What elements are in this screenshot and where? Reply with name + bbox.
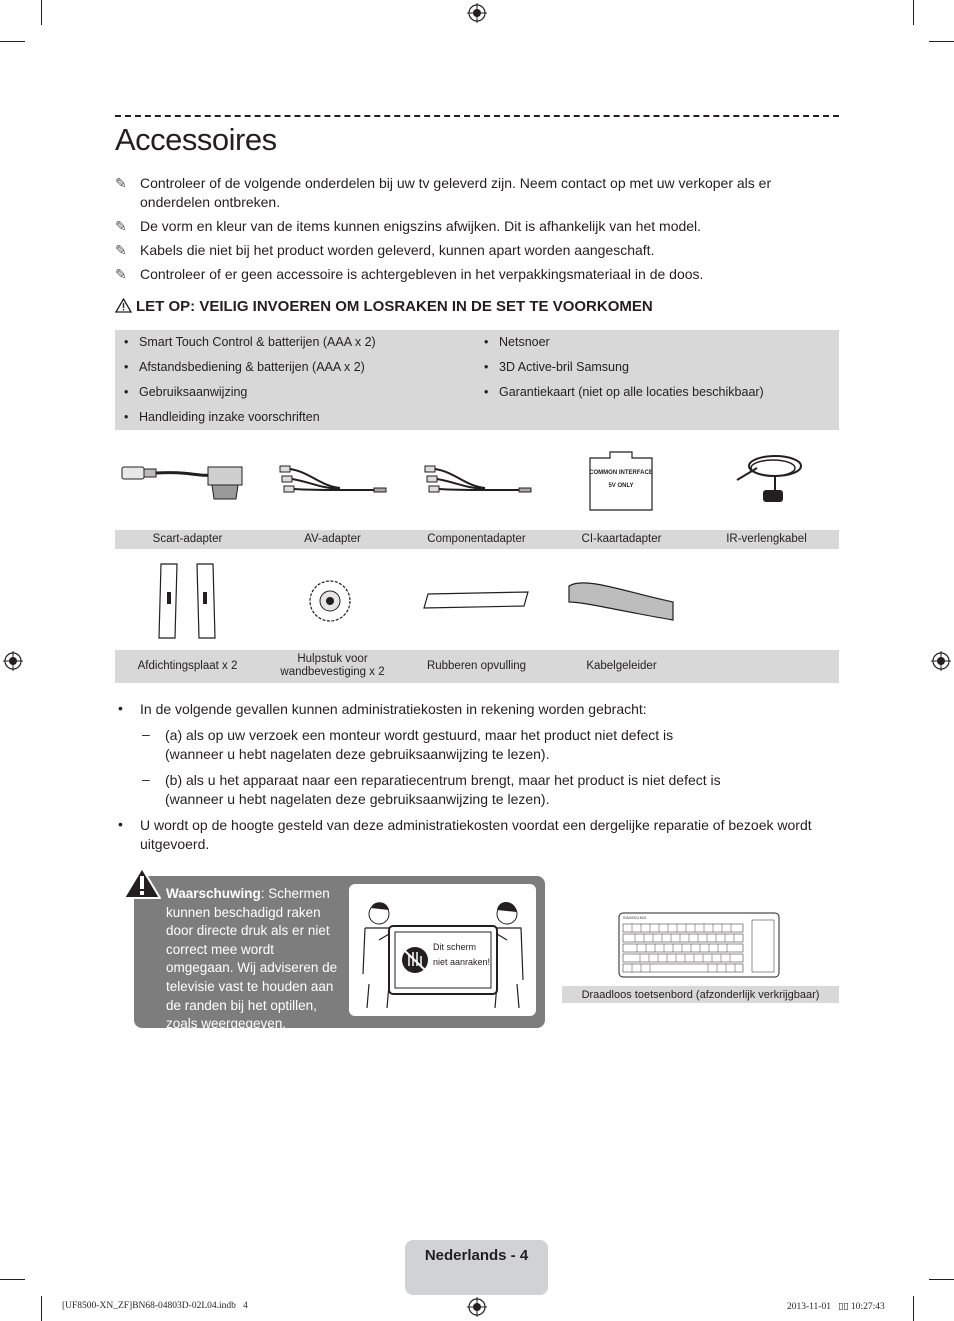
component-adapter-image: [415, 458, 535, 503]
caption-component-adapter: Componentadapter: [427, 533, 526, 545]
registration-mark-icon: [467, 1297, 487, 1317]
caution-heading: [115, 298, 653, 315]
included-items-left: [115, 330, 465, 430]
warning-triangle-icon: [122, 866, 162, 900]
bullet-mark: •: [118, 816, 123, 832]
note-text: Controleer of de volgende onderdelen bij uw tv geleverd zijn. Neem contact op met uw verkoper als er onderdelen ontbreken.: [140, 175, 772, 210]
note-item: [115, 241, 815, 260]
caption-ci-card-adapter: CI-kaartadapter: [581, 533, 662, 545]
keyboard-illustration: [618, 912, 780, 978]
crop-mark: [41, 0, 42, 25]
sealing-plate-image: [155, 562, 221, 642]
warning-triangle-icon: [115, 298, 132, 313]
dash-mark: –: [142, 771, 150, 787]
cost-case-a: (a) als op uw verzoek een monteur wordt gestuurd, maar het product niet defect is (wanneer u hebt nagelaten deze gebruiksaanwijzing te lezen).: [165, 727, 674, 762]
crop-mark: [913, 1296, 914, 1321]
keyboard-brand-text: SAMSUNG: [623, 915, 647, 920]
registration-mark-icon: [467, 3, 487, 23]
title-dashed-rule: [115, 115, 839, 117]
warning-text: [166, 885, 341, 1034]
list-item: • Handleiding inzake voorschriften: [115, 405, 465, 430]
note-text: De vorm en kleur van de items kunnen enigszins afwijken. Dit is afhankelijk van het model.: [140, 218, 702, 234]
dash-mark: –: [142, 726, 150, 742]
scart-adapter-image: [118, 455, 256, 505]
list-item: • Smart Touch Control & batterijen (AAA x 2): [115, 330, 465, 355]
footer-file-name: [UF8500-XN_ZF]BN68-04803D-02L04.indb 4: [62, 1301, 248, 1311]
av-adapter-image: [270, 458, 390, 503]
ci-card-outline: [586, 450, 656, 512]
included-items-right: [475, 330, 835, 405]
bullet-mark: •: [118, 700, 123, 716]
crop-mark: [913, 0, 914, 25]
list-item: • Garantiekaart (niet op alle locaties beschikbaar): [475, 380, 835, 405]
ci-card-label: COMMON INTERFACE: [589, 470, 653, 476]
ci-card-label: 5V ONLY: [608, 483, 634, 489]
note-item: [115, 217, 815, 236]
caption-av-adapter: AV-adapter: [304, 533, 361, 545]
crop-mark: [929, 41, 954, 42]
note-item: [115, 174, 815, 212]
pencil-note-icon: ✎: [115, 266, 127, 282]
warning-label: Waarschuwing: [166, 886, 261, 901]
list-item: • Gebruiksaanwijzing: [115, 380, 465, 405]
caption-cable-guide: Kabelgeleider: [586, 660, 657, 672]
note-text: Kabels die niet bij het product worden geleverd, kunnen apart worden aangeschaft.: [140, 242, 655, 258]
cost-case-b: (b) als u het apparaat naar een reparatiecentrum brengt, maar het product is niet defect is (wanneer u hebt nagelaten deze gebruiksaanwijzing te lezen).: [165, 772, 721, 807]
list-item: • Netsnoer: [475, 330, 835, 355]
note-item: [115, 265, 815, 284]
crop-mark: [929, 1279, 954, 1280]
list-item: • 3D Active-bril Samsung: [475, 355, 835, 380]
list-item: • Afstandsbediening & batterijen (AAA x 2): [115, 355, 465, 380]
caption-ir-extender: IR-verlengkabel: [726, 533, 807, 545]
caption-rubber-spacer: Rubberen opvulling: [426, 660, 527, 672]
page-number: Nederlands - 4: [424, 1247, 529, 1264]
warning-body: : Schermen kunnen beschadigd raken door directe druk als er niet correct mee wordt omgegaan. Wij adviseren de televisie vast te houden aan de randen bij het optillen, zoals weergegeven.: [166, 886, 338, 1032]
cost-intro: In de volgende gevallen kunnen administratiekosten in rekening worden gebracht:: [140, 701, 647, 717]
caption-wireless-keyboard: Draadloos toetsenbord (afzonderlijk verkrijgbaar): [581, 989, 820, 1001]
crop-mark: [41, 1296, 42, 1321]
caption-sealing-plate: Afdichtingsplaat x 2: [137, 660, 238, 672]
page-number-tab: [405, 1240, 548, 1295]
cost-notice: U wordt op de hoogte gesteld van deze administratiekosten voordat een dergelijke reparatie of bezoek wordt uitgevoerd.: [140, 817, 812, 852]
crop-mark: [0, 1279, 25, 1280]
pencil-note-icon: ✎: [115, 175, 127, 191]
note-text: Controleer of er geen accessoire is achtergebleven in het verpakkingsmateriaal in de doos.: [140, 266, 704, 282]
rubber-spacer-image: [420, 588, 532, 612]
wall-mount-adapter-image: [305, 576, 355, 626]
registration-mark-icon: [3, 651, 23, 671]
wireless-keyboard-image: [618, 912, 780, 978]
ci-card-adapter-image: [586, 450, 656, 512]
ir-extender-cable-image: [727, 448, 807, 508]
footer-timestamp: 2013-11-01 ▯▯ 10:27:43: [787, 1302, 885, 1312]
page-title: Accessoires: [115, 122, 277, 157]
registration-mark-icon: [931, 651, 951, 671]
pencil-note-icon: ✎: [115, 218, 127, 234]
pencil-note-icon: ✎: [115, 242, 127, 258]
caption-wall-mount-adapter: Hulpstuk voor wandbevestiging x 2: [280, 653, 385, 678]
cable-guide-image: [565, 572, 677, 626]
tv-handling-illustration: [349, 884, 536, 1016]
screen-sign-text: Dit scherm niet aanraken!: [433, 942, 491, 967]
caption-scart-adapter: Scart-adapter: [152, 533, 223, 545]
caution-text: LET OP: VEILIG INVOEREN OM LOSRAKEN IN DE SET TE VOORKOMEN: [136, 298, 653, 315]
crop-mark: [0, 41, 25, 42]
